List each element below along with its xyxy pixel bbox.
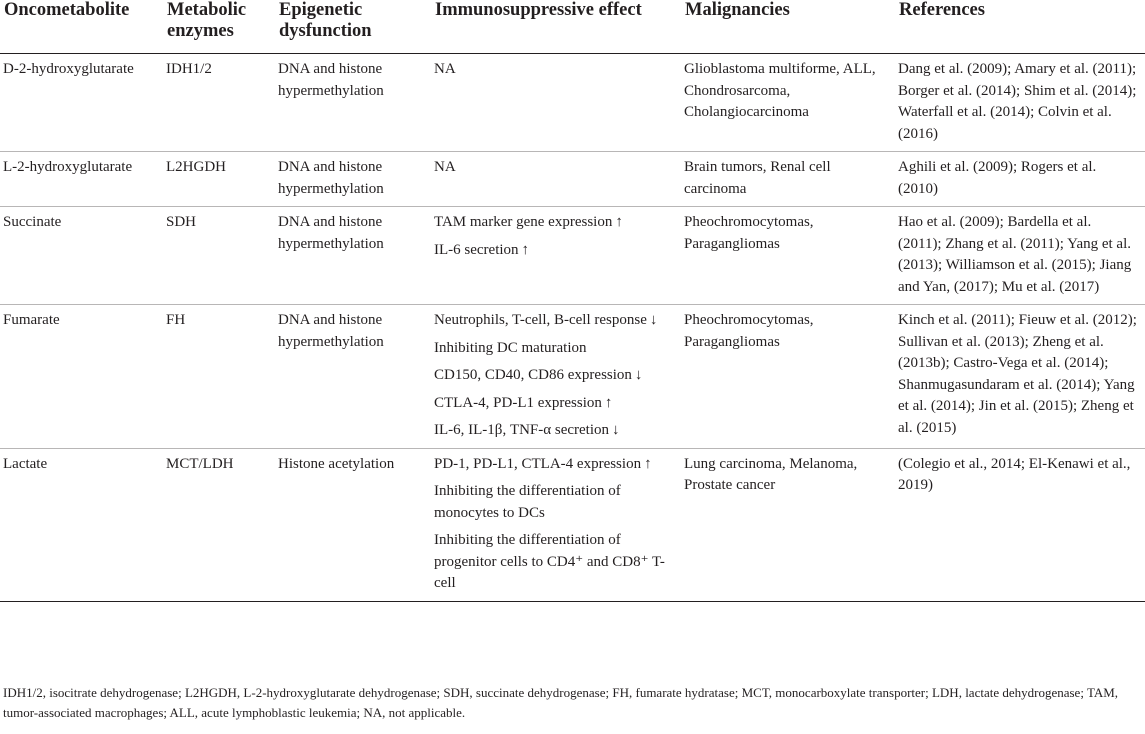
effect-text: NA [434, 61, 456, 77]
effect-item [434, 393, 673, 415]
effect-text: Neutrophils, T-cell, B-cell response [434, 312, 647, 328]
references-cell: Kinch et al. (2011); Fieuw et al. (2012); Sullivan et al. (2013); Zheng et al. (2013b); Castro-Vega et al. (2014); Shanmugasundaram et al. (2014); Yang et al. (2014); Jin et al. (2015); Zheng et al. (2015) [895, 305, 1145, 449]
header-references: References [895, 0, 1145, 54]
references-cell: Aghili et al. (2009); Rogers et al. (2010) [895, 152, 1145, 207]
oncometabolite-cell: D-2-hydroxyglutarate [0, 54, 163, 152]
effect-text: Inhibiting the differentiation of progenitor cells to CD4⁺ and CD8⁺ T-cell [434, 532, 665, 591]
up-arrow-icon: ↑ [615, 214, 623, 230]
table-row [0, 207, 1145, 305]
effect-text: IL-6, IL-1β, TNF-α secretion [434, 422, 610, 438]
immunosuppressive-effect-cell [431, 448, 681, 601]
effect-item [434, 420, 673, 442]
effect-text: NA [434, 159, 456, 175]
epigenetic-cell: Histone acetylation [275, 448, 431, 601]
malignancies-cell: Lung carcinoma, Melanoma, Prostate cancer [681, 448, 895, 601]
effect-item [434, 310, 673, 332]
effect-item [434, 365, 673, 387]
down-arrow-icon: ↓ [649, 312, 658, 328]
enzyme-cell: MCT/LDH [163, 448, 275, 601]
effect-item [434, 481, 673, 524]
down-arrow-icon: ↓ [612, 422, 620, 438]
oncometabolite-cell: Succinate [0, 207, 163, 305]
enzyme-cell: SDH [163, 207, 275, 305]
effect-item [434, 157, 673, 179]
effect-item [434, 59, 673, 81]
malignancies-cell: Glioblastoma multiforme, ALL, Chondrosarcoma, Cholangiocarcinoma [681, 54, 895, 152]
immunosuppressive-effect-cell [431, 207, 681, 305]
oncometabolite-cell: Fumarate [0, 305, 163, 449]
table-row [0, 152, 1145, 207]
references-cell: Hao et al. (2009); Bardella et al. (2011); Zhang et al. (2011); Yang et al. (2013); Williamson et al. (2015); Jiang and Yan, (2017); Mu et al. (2017) [895, 207, 1145, 305]
effect-text: CD150, CD40, CD86 expression [434, 367, 632, 383]
enzyme-cell: L2HGDH [163, 152, 275, 207]
epigenetic-cell: DNA and histone hypermethylation [275, 305, 431, 449]
references-cell: Dang et al. (2009); Amary et al. (2011); Borger et al. (2014); Shim et al. (2014); Waterfall et al. (2014); Colvin et al. (2016) [895, 54, 1145, 152]
up-arrow-icon: ↑ [604, 394, 613, 411]
effect-item [434, 240, 673, 262]
header-oncometabolite: Oncometabolite [0, 0, 163, 54]
immunosuppressive-effect-cell [431, 54, 681, 152]
effect-text: IL-6 secretion [434, 241, 519, 258]
effect-text: TAM marker gene expression [434, 214, 613, 230]
table-footnote: IDH1/2, isocitrate dehydrogenase; L2HGDH, L-2-hydroxyglutarate dehydrogenase; SDH, succinate dehydrogenase; FH, fumarate hydratase; MCT, monocarboxylate transporter; LDH, lactate dehydrogenase; TAM, tumor-associated macrophages; ALL, acute lymphoblastic leukemia; NA, not applicable. [3, 685, 1119, 720]
table-row [0, 54, 1145, 152]
immunosuppressive-effect-cell [431, 152, 681, 207]
malignancies-cell: Pheochromocytomas, Paragangliomas [681, 207, 895, 305]
down-arrow-icon: ↓ [634, 367, 643, 383]
header-metabolic-enzymes: Metabolic enzymes [163, 0, 275, 54]
effect-text: Inhibiting DC maturation [434, 339, 587, 356]
effect-text: Inhibiting the differentiation of monocytes to DCs [434, 483, 621, 521]
epigenetic-cell: DNA and histone hypermethylation [275, 54, 431, 152]
header-malignancies: Malignancies [681, 0, 895, 54]
oncometabolite-cell: Lactate [0, 448, 163, 601]
table-header [0, 0, 1145, 54]
table-row [0, 305, 1145, 449]
effect-item [434, 338, 673, 360]
immunosuppressive-effect-cell [431, 305, 681, 449]
malignancies-cell: Brain tumors, Renal cell carcinoma [681, 152, 895, 207]
oncometabolite-cell: L-2-hydroxyglutarate [0, 152, 163, 207]
effect-text: PD-1, PD-L1, CTLA-4 expression [434, 455, 642, 472]
epigenetic-cell: DNA and histone hypermethylation [275, 152, 431, 207]
effect-text: CTLA-4, PD-L1 expression [434, 394, 602, 411]
header-row [0, 0, 1145, 54]
up-arrow-icon: ↑ [521, 241, 530, 258]
header-immunosuppressive-effect: Immunosuppressive effect [431, 0, 681, 54]
epigenetic-cell: DNA and histone hypermethylation [275, 207, 431, 305]
table-body [0, 54, 1145, 602]
enzyme-cell: FH [163, 305, 275, 449]
header-epigenetic-dysfunction: Epigenetic dysfunction [275, 0, 431, 54]
up-arrow-icon: ↑ [644, 455, 652, 472]
effect-item [434, 454, 673, 476]
table-row [0, 448, 1145, 601]
effect-item [434, 530, 673, 595]
enzyme-cell: IDH1/2 [163, 54, 275, 152]
references-cell: (Colegio et al., 2014; El-Kenawi et al., 2019) [895, 448, 1145, 601]
malignancies-cell: Pheochromocytomas, Paragangliomas [681, 305, 895, 449]
effect-item [434, 212, 673, 234]
